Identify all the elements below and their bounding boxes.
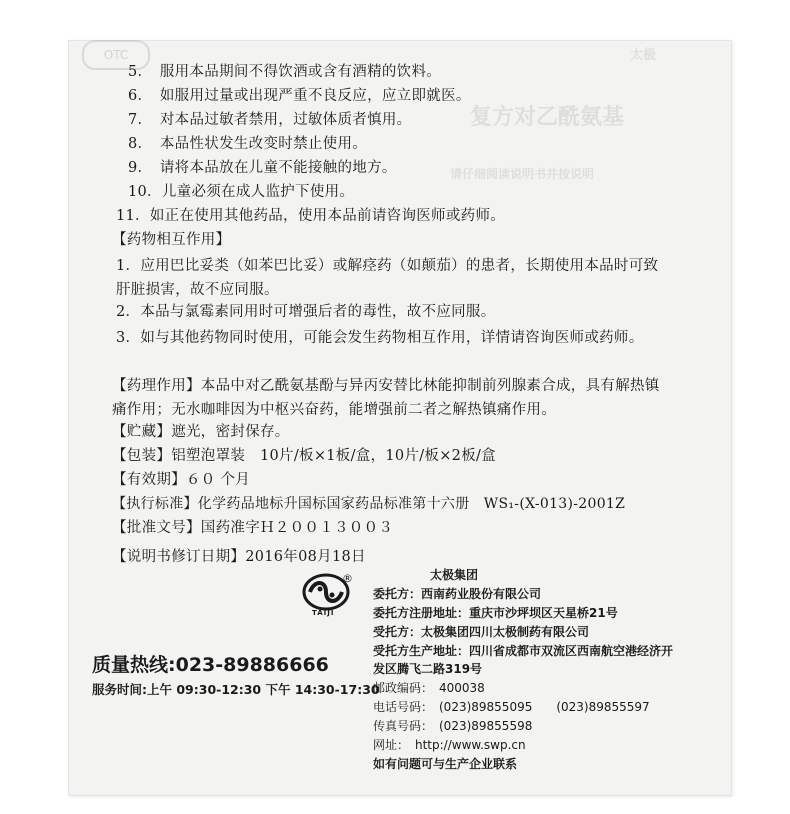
precaution-9: 9． 请将本品放在儿童不能接触的地方。 — [128, 160, 397, 176]
website: 网址： http://www.swp.cn — [373, 738, 526, 752]
service-hours: 服务时间:上午 09:30-12:30 下午 14:30-17:30 — [92, 682, 380, 697]
interaction-item-1: 1．应用巴比妥类（如苯巴比妥）或解痉药（如颠茄）的患者，长期使用本品时可致肝脏损害，故不应同服。 — [116, 258, 659, 298]
precaution-6: 6． 如服用过量或出现严重不良反应，应立即就医。 — [128, 88, 471, 104]
precaution-10: 10．儿童必须在成人监护下使用。 — [128, 184, 355, 200]
taiji-logo-text: TAIJI — [312, 609, 335, 617]
phone-number: 电话号码： (023)89855095 (023)89855597 — [373, 700, 650, 714]
company-group: 太极集团 — [430, 568, 479, 582]
pharmacology-section: 【药理作用】本品中对乙酰氨基酚与异丙安替比林能抑制前列腺素合成，具有解热镇痛作用；无水咖啡因为中枢兴奋药，能增强前二者之解热镇痛作用。 — [112, 378, 660, 418]
postcode: 邮政编码： 400038 — [373, 681, 485, 695]
interaction-heading: 【药物相互作用】 — [112, 232, 231, 248]
interaction-item-3: 3．如与其他药物同时使用，可能会发生药物相互作用，详情请咨询医师或药师。 — [116, 330, 644, 346]
precaution-8: 8． 本品性状发生改变时禁止使用。 — [128, 136, 368, 152]
interaction-item-2: 2．本品与氯霉素同用时可增强后者的毒性，故不应同服。 — [116, 304, 496, 320]
validity-section: 【有效期】６０ 个月 — [112, 472, 251, 488]
entrust-address: 委托方注册地址：重庆市沙坪坝区天星桥21号 — [373, 606, 618, 620]
precaution-7: 7． 对本品过敏者禁用，过敏体质者慎用。 — [128, 112, 412, 128]
quality-hotline: 质量热线:023-89886666 — [92, 654, 329, 676]
registered-mark: ® — [342, 572, 353, 585]
standard-section: 【执行标准】化学药品地标升国标国家药品标准第十六册 WS₁-(X-013)-2001Z — [112, 496, 626, 512]
approval-section: 【批准文号】国药准字Ｈ２００１３００３ — [112, 520, 394, 536]
contact-note: 如有问题可与生产企业联系 — [373, 757, 518, 771]
trustee-address-1: 受托方生产地址：四川省成都市双流区西南航空港经济开 — [373, 644, 674, 658]
package-section: 【包装】铝塑泡罩装 10片/板×1板/盒，10片/板×2板/盒 — [112, 448, 496, 464]
otc-badge: OTC — [82, 40, 150, 70]
storage-section: 【贮藏】遮光，密封保存。 — [112, 424, 290, 440]
precaution-11: 11．如正在使用其他药品，使用本品前请咨询医师或药师。 — [116, 208, 506, 224]
trustee-address-2: 发区腾飞二路319号 — [373, 662, 483, 676]
entrust-party: 委托方：西南药业股份有限公司 — [373, 587, 542, 601]
revision-date: 【说明书修订日期】2016年08月18日 — [112, 549, 366, 565]
trustee-party: 受托方：太极集团四川太极制药有限公司 — [373, 625, 590, 639]
fax-number: 传真号码： (023)89855598 — [373, 719, 533, 733]
precaution-5: 5． 服用本品期间不得饮酒或含有酒精的饮料。 — [128, 64, 442, 80]
